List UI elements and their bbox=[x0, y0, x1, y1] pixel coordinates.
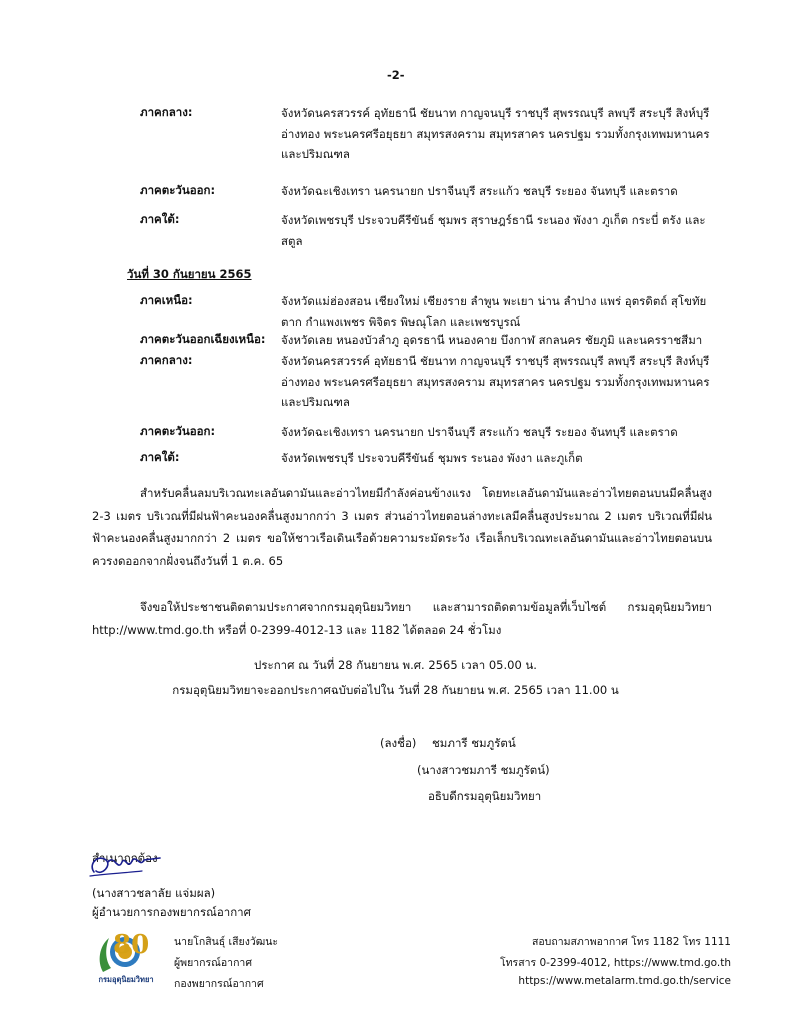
date-heading: วันที่ 30 กันยายน 2565 bbox=[127, 267, 252, 281]
signer-full-name: (นางสาวชมภารี ชมภูรัตน์) bbox=[417, 763, 550, 777]
tmd-logo bbox=[95, 928, 157, 990]
region-provinces: จังหวัดเพชรบุรี ประจวบคีรีขันธ์ ชุมพร สุราษฎร์ธานี ระนอง พังงา ภูเก็ต กระบี่ ตรัง และสตูล bbox=[281, 213, 706, 248]
signed-name: ชมภารี ชมภูรัตน์ bbox=[432, 736, 516, 750]
forecaster-role: ผู้พยากรณ์อากาศ bbox=[174, 957, 252, 969]
announce-line: ประกาศ ณ วันที่ 28 กันยายน พ.ศ. 2565 เวลา 05.00 น. bbox=[254, 658, 537, 672]
certified-position: ผู้อำนวยการกองพยากรณ์อากาศ bbox=[92, 905, 251, 919]
region-provinces: จังหวัดนครสวรรค์ อุทัยธานี ชัยนาท กาญจนบุรี ราชบุรี สุพรรณบุรี ลพบุรี สระบุรี สิงห์บุรี อ่างทอง พระนครศรีอยุธยา สมุทรสงคราม สมุทรสาคร นครปฐม รวมทั้งกรุงเทพมหานคร และปริมณฑล bbox=[281, 106, 710, 161]
certified-name: (นางสาวชลาลัย แจ่มผล) bbox=[92, 886, 216, 900]
region-provinces: จังหวัดแม่ฮ่องสอน เชียงใหม่ เชียงราย ลำพูน พะเยา น่าน ลำปาง แพร่ อุตรดิตถ์ สุโขทัย ตาก กำแพงเพชร พิจิตร พิษณุโลก และเพชรบูรณ์ bbox=[281, 294, 707, 329]
signer-position: อธิบดีกรมอุตุนิยมวิทยา bbox=[428, 789, 542, 803]
page-number: -2- bbox=[387, 68, 405, 82]
forecast-division: กองพยากรณ์อากาศ bbox=[174, 978, 264, 990]
contact-line-3: https://www.metalarm.tmd.go.th/service bbox=[518, 975, 731, 987]
region-label: ภาคตะวันออก: bbox=[140, 424, 216, 438]
contact-line-2: โทรสาร 0-2399-4012, https://www.tmd.go.th bbox=[500, 957, 731, 969]
next-announce-line: กรมอุตุนิยมวิทยาจะออกประกาศฉบับต่อไปใน วันที่ 28 กันยายน พ.ศ. 2565 เวลา 11.00 น bbox=[172, 683, 619, 697]
region-label: ภาคตะวันออก: bbox=[140, 183, 216, 197]
signed-label: (ลงชื่อ) bbox=[380, 736, 417, 750]
region-provinces: จังหวัดนครสวรรค์ อุทัยธานี ชัยนาท กาญจนบุรี ราชบุรี สุพรรณบุรี ลพบุรี สระบุรี สิงห์บุรี อ่างทอง พระนครศรีอยุธยา สมุทรสงคราม สมุทรสาคร นครปฐม รวมทั้งกรุงเทพมหานคร และปริมณฑล bbox=[281, 354, 710, 409]
region-provinces: จังหวัดเพชรบุรี ประจวบคีรีขันธ์ ชุมพร ระนอง พังงา และภูเก็ต bbox=[281, 451, 583, 465]
region-label: ภาคเหนือ: bbox=[140, 293, 193, 307]
certified-title: สำเนาถูกต้อง bbox=[92, 851, 158, 865]
logo-text: กรมอุตุนิยมวิทยา bbox=[98, 975, 154, 984]
handwritten-signature bbox=[84, 846, 164, 880]
region-label: ภาคใต้: bbox=[140, 212, 180, 226]
region-provinces: จังหวัดฉะเชิงเทรา นครนายก ปราจีนบุรี สระแก้ว ชลบุรี ระยอง จันทบุรี และตราด bbox=[281, 184, 678, 198]
region-label: ภาคใต้: bbox=[140, 450, 180, 464]
region-label: ภาคตะวันออกเฉียงเหนือ: bbox=[140, 332, 266, 346]
wave-paragraph: สำหรับคลื่นลมบริเวณทะเลอันดามันและอ่าวไทยมีกำลังค่อนข้างแรง โดยทะเลอันดามันและอ่าวไทยตอนบนมีคลื่นสูง 2-3 เมตร บริเวณที่มีฝนฟ้าคะนองคลื่นสูงมากกว่า 3 เมตร ส่วนอ่าวไทยตอนล่างทะเลมีคลื่นสูงประมาณ 2 เมตร บริเวณที่มีฝนฟ้าคะนองคลื่นสูงมากกว่า 2 เมตร ขอให้ชาวเรือเดินเรือด้วยความระมัดระวัง เรือเล็กบริเวณทะเลอันดามันและอ่าวไทยตอนบนควรงดออกจากฝั่งจนถึงวันที่ 1 ต.ค. 65 bbox=[92, 486, 712, 568]
logo-number: 80 bbox=[113, 930, 150, 960]
region-provinces: จังหวัดฉะเชิงเทรา นครนายก ปราจีนบุรี สระแก้ว ชลบุรี ระยอง จันทบุรี และตราด bbox=[281, 425, 678, 439]
region-provinces: จังหวัดเลย หนองบัวลำภู อุดรธานี หนองคาย บึงกาฬ สกลนคร ชัยภูมิ และนครราชสีมา bbox=[281, 333, 703, 347]
region-label: ภาคกลาง: bbox=[140, 353, 193, 367]
follow-paragraph: จึงขอให้ประชาชนติดตามประกาศจากกรมอุตุนิยมวิทยา และสามารถติดตามข้อมูลที่เว็บไซต์ กรมอุตุนิยมวิทยา http://www.tmd.go.th หรือที่ 0-2399-4012-13 และ 1182 ได้ตลอด 24 ชั่วโมง bbox=[92, 600, 712, 637]
contact-line-1: สอบถามสภาพอากาศ โทร 1182 โทร 1111 bbox=[531, 936, 731, 948]
region-label: ภาคกลาง: bbox=[140, 105, 193, 119]
forecaster-name: นายโกสินธุ์ เสียงวัฒนะ bbox=[174, 936, 279, 948]
